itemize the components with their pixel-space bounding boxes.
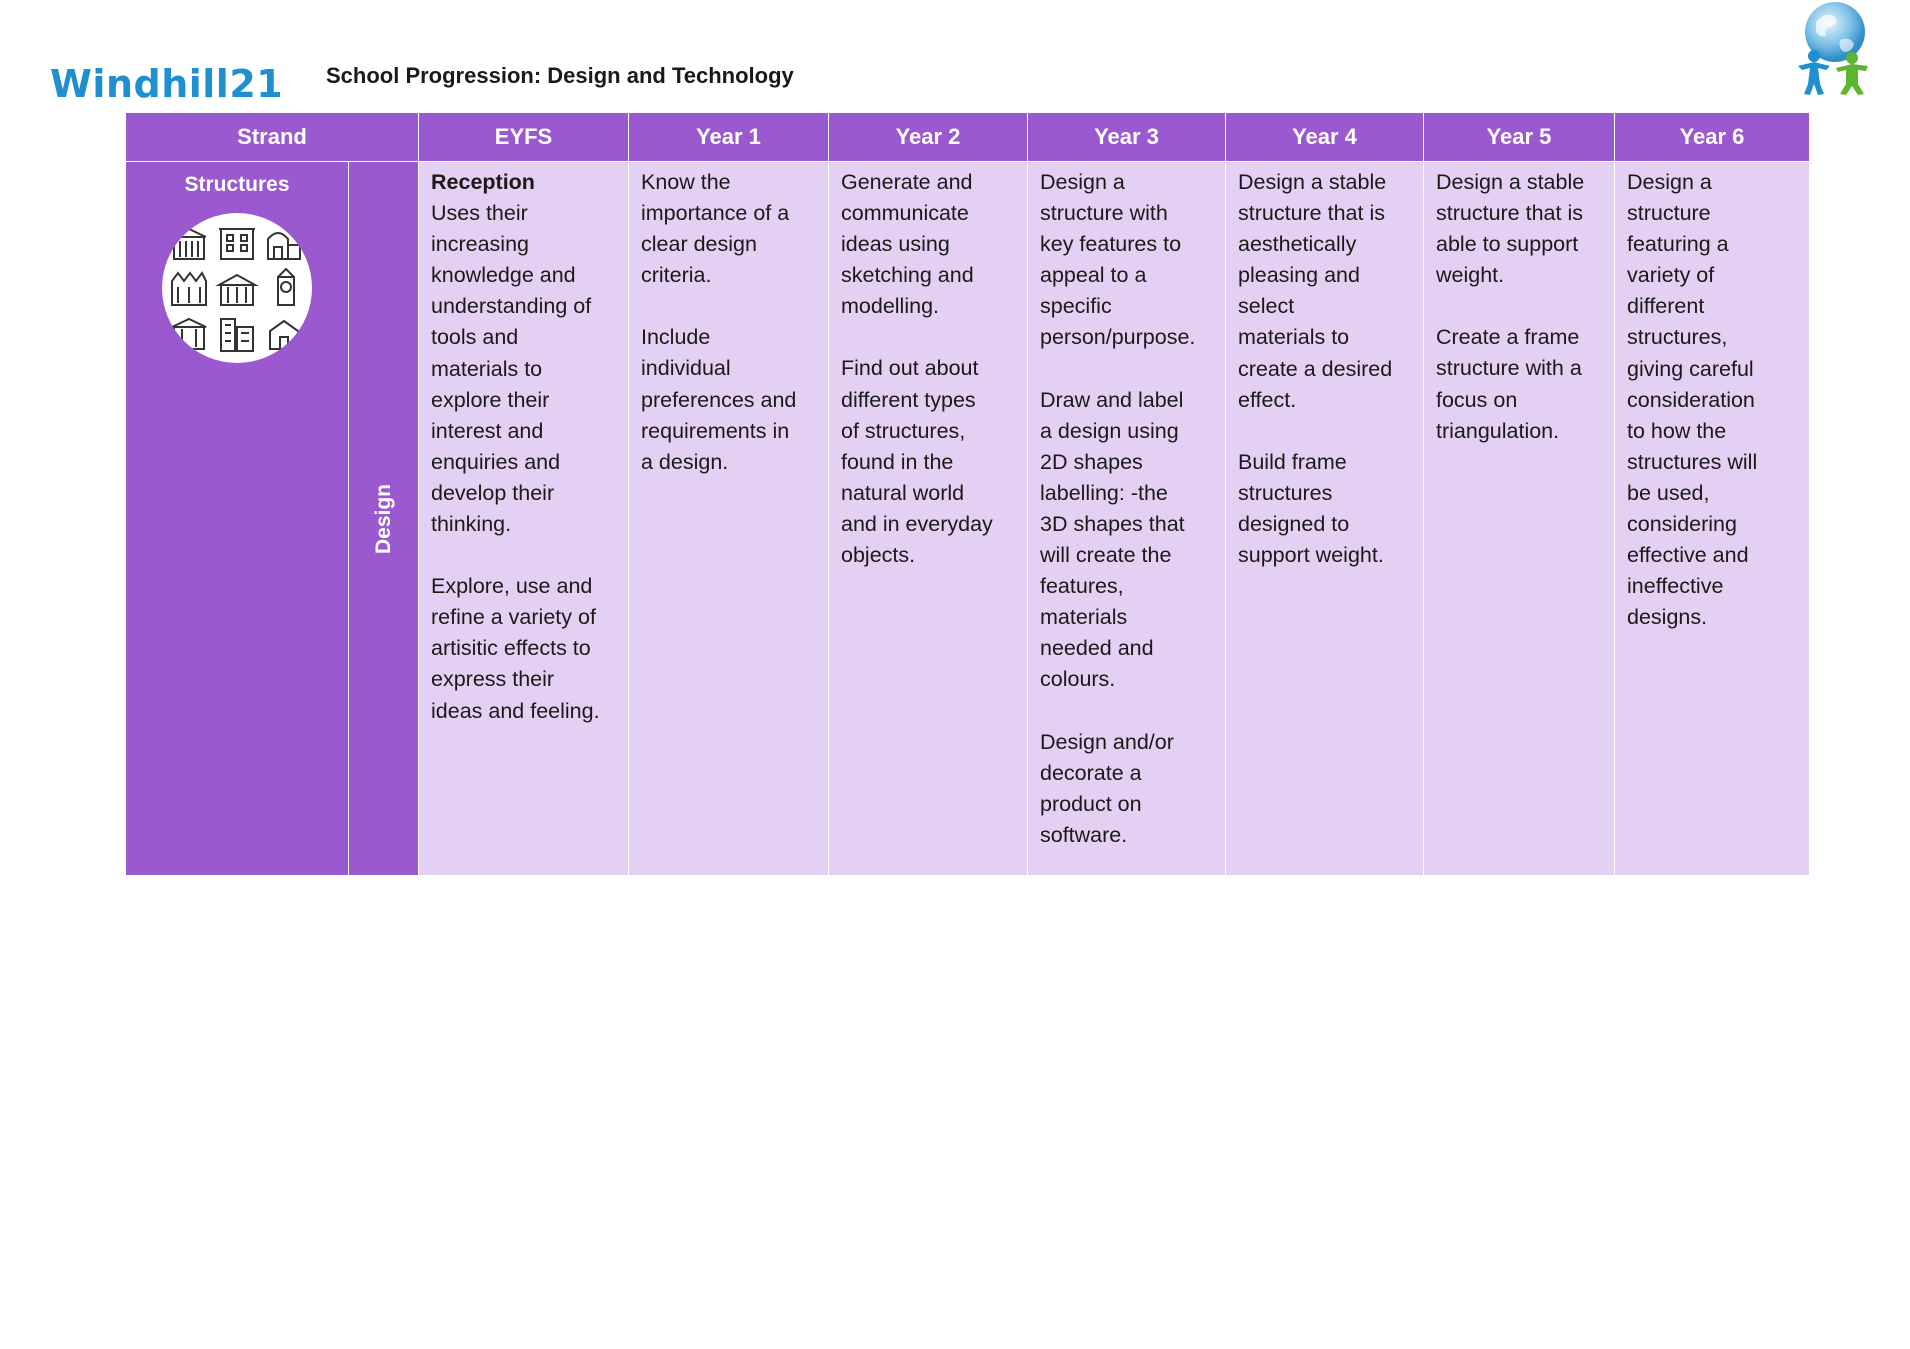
year-2-paragraph: Generate and communicate ideas using sketching and modelling. [841, 170, 974, 319]
year-1-paragraph: Include individual preferences and requirements in a design. [641, 325, 797, 474]
column-header-year-2: Year 2 [829, 113, 1028, 162]
year-5-cell [1424, 162, 1615, 876]
progression-table [125, 112, 1810, 876]
column-header-year-6: Year 6 [1615, 113, 1810, 162]
year-5-paragraph: Create a frame structure with a focus on triangulation. [1436, 325, 1582, 443]
year-4-paragraph: Build frame structures designed to support weight. [1238, 449, 1384, 568]
building-icon [172, 319, 206, 349]
buildings-icon-grid [162, 213, 312, 363]
building-icon [270, 321, 298, 349]
strand-name: Structures [184, 173, 290, 196]
building-icon [172, 273, 206, 305]
eyfs-paragraph: Explore, use and refine a variety of artisitic effects to express their ideas and feeling. [431, 574, 600, 723]
brand-name: Windhill21 [50, 62, 284, 106]
page-title: School Progression: Design and Technology [326, 63, 794, 88]
year-3-cell [1028, 162, 1226, 876]
column-header-strand: Strand [126, 113, 419, 162]
year-4-paragraph: Design a stable structure that is aesthetically pleasing and select materials to create a desired effect. [1238, 170, 1393, 412]
year-6-cell [1615, 162, 1810, 876]
sub-strand-label: Design [371, 483, 395, 554]
year-3-paragraph: Draw and label a design using 2D shapes labelling: -the 3D shapes that will create the features, materials needed and colours. [1040, 387, 1185, 692]
building-icon [172, 229, 206, 259]
column-header-year-1: Year 1 [629, 113, 829, 162]
building-icon [219, 275, 255, 305]
eyfs-paragraph: Uses their increasing knowledge and understanding of tools and materials to explore their interest and enquiries and develop their thinking. [431, 201, 592, 537]
globe-children-logo-icon [1788, 0, 1882, 100]
header-row [126, 113, 1810, 162]
building-icon [219, 229, 255, 259]
sub-strand-cell [349, 162, 419, 876]
eyfs-heading: Reception [431, 170, 535, 194]
strand-cell [126, 162, 349, 876]
clock-tower-icon [278, 269, 294, 305]
year-2-paragraph: Find out about different types of structures, found in the natural world and in everyday objects. [841, 356, 993, 568]
eyfs-cell [419, 162, 629, 876]
year-5-paragraph: Design a stable structure that is able to support weight. [1436, 170, 1585, 288]
column-header-year-5: Year 5 [1424, 113, 1615, 162]
year-1-paragraph: Know the importance of a clear design criteria. [641, 170, 790, 288]
year-6-paragraph: Design a structure featuring a variety of different structures, giving careful consideration to how the structures will be used, considering effective and ineffective designs. [1627, 170, 1758, 630]
year-3-paragraph: Design a structure with key features to appeal to a specific person/purpose. [1040, 170, 1196, 350]
column-header-eyfs: EYFS [419, 113, 629, 162]
table-row [126, 162, 1810, 876]
column-header-year-4: Year 4 [1226, 113, 1424, 162]
column-header-year-3: Year 3 [1028, 113, 1226, 162]
year-1-cell [629, 162, 829, 876]
building-icon [221, 319, 253, 351]
year-4-cell [1226, 162, 1424, 876]
building-icon [268, 233, 300, 259]
year-2-cell [829, 162, 1028, 876]
year-3-paragraph: Design and/or decorate a product on software. [1040, 729, 1174, 847]
